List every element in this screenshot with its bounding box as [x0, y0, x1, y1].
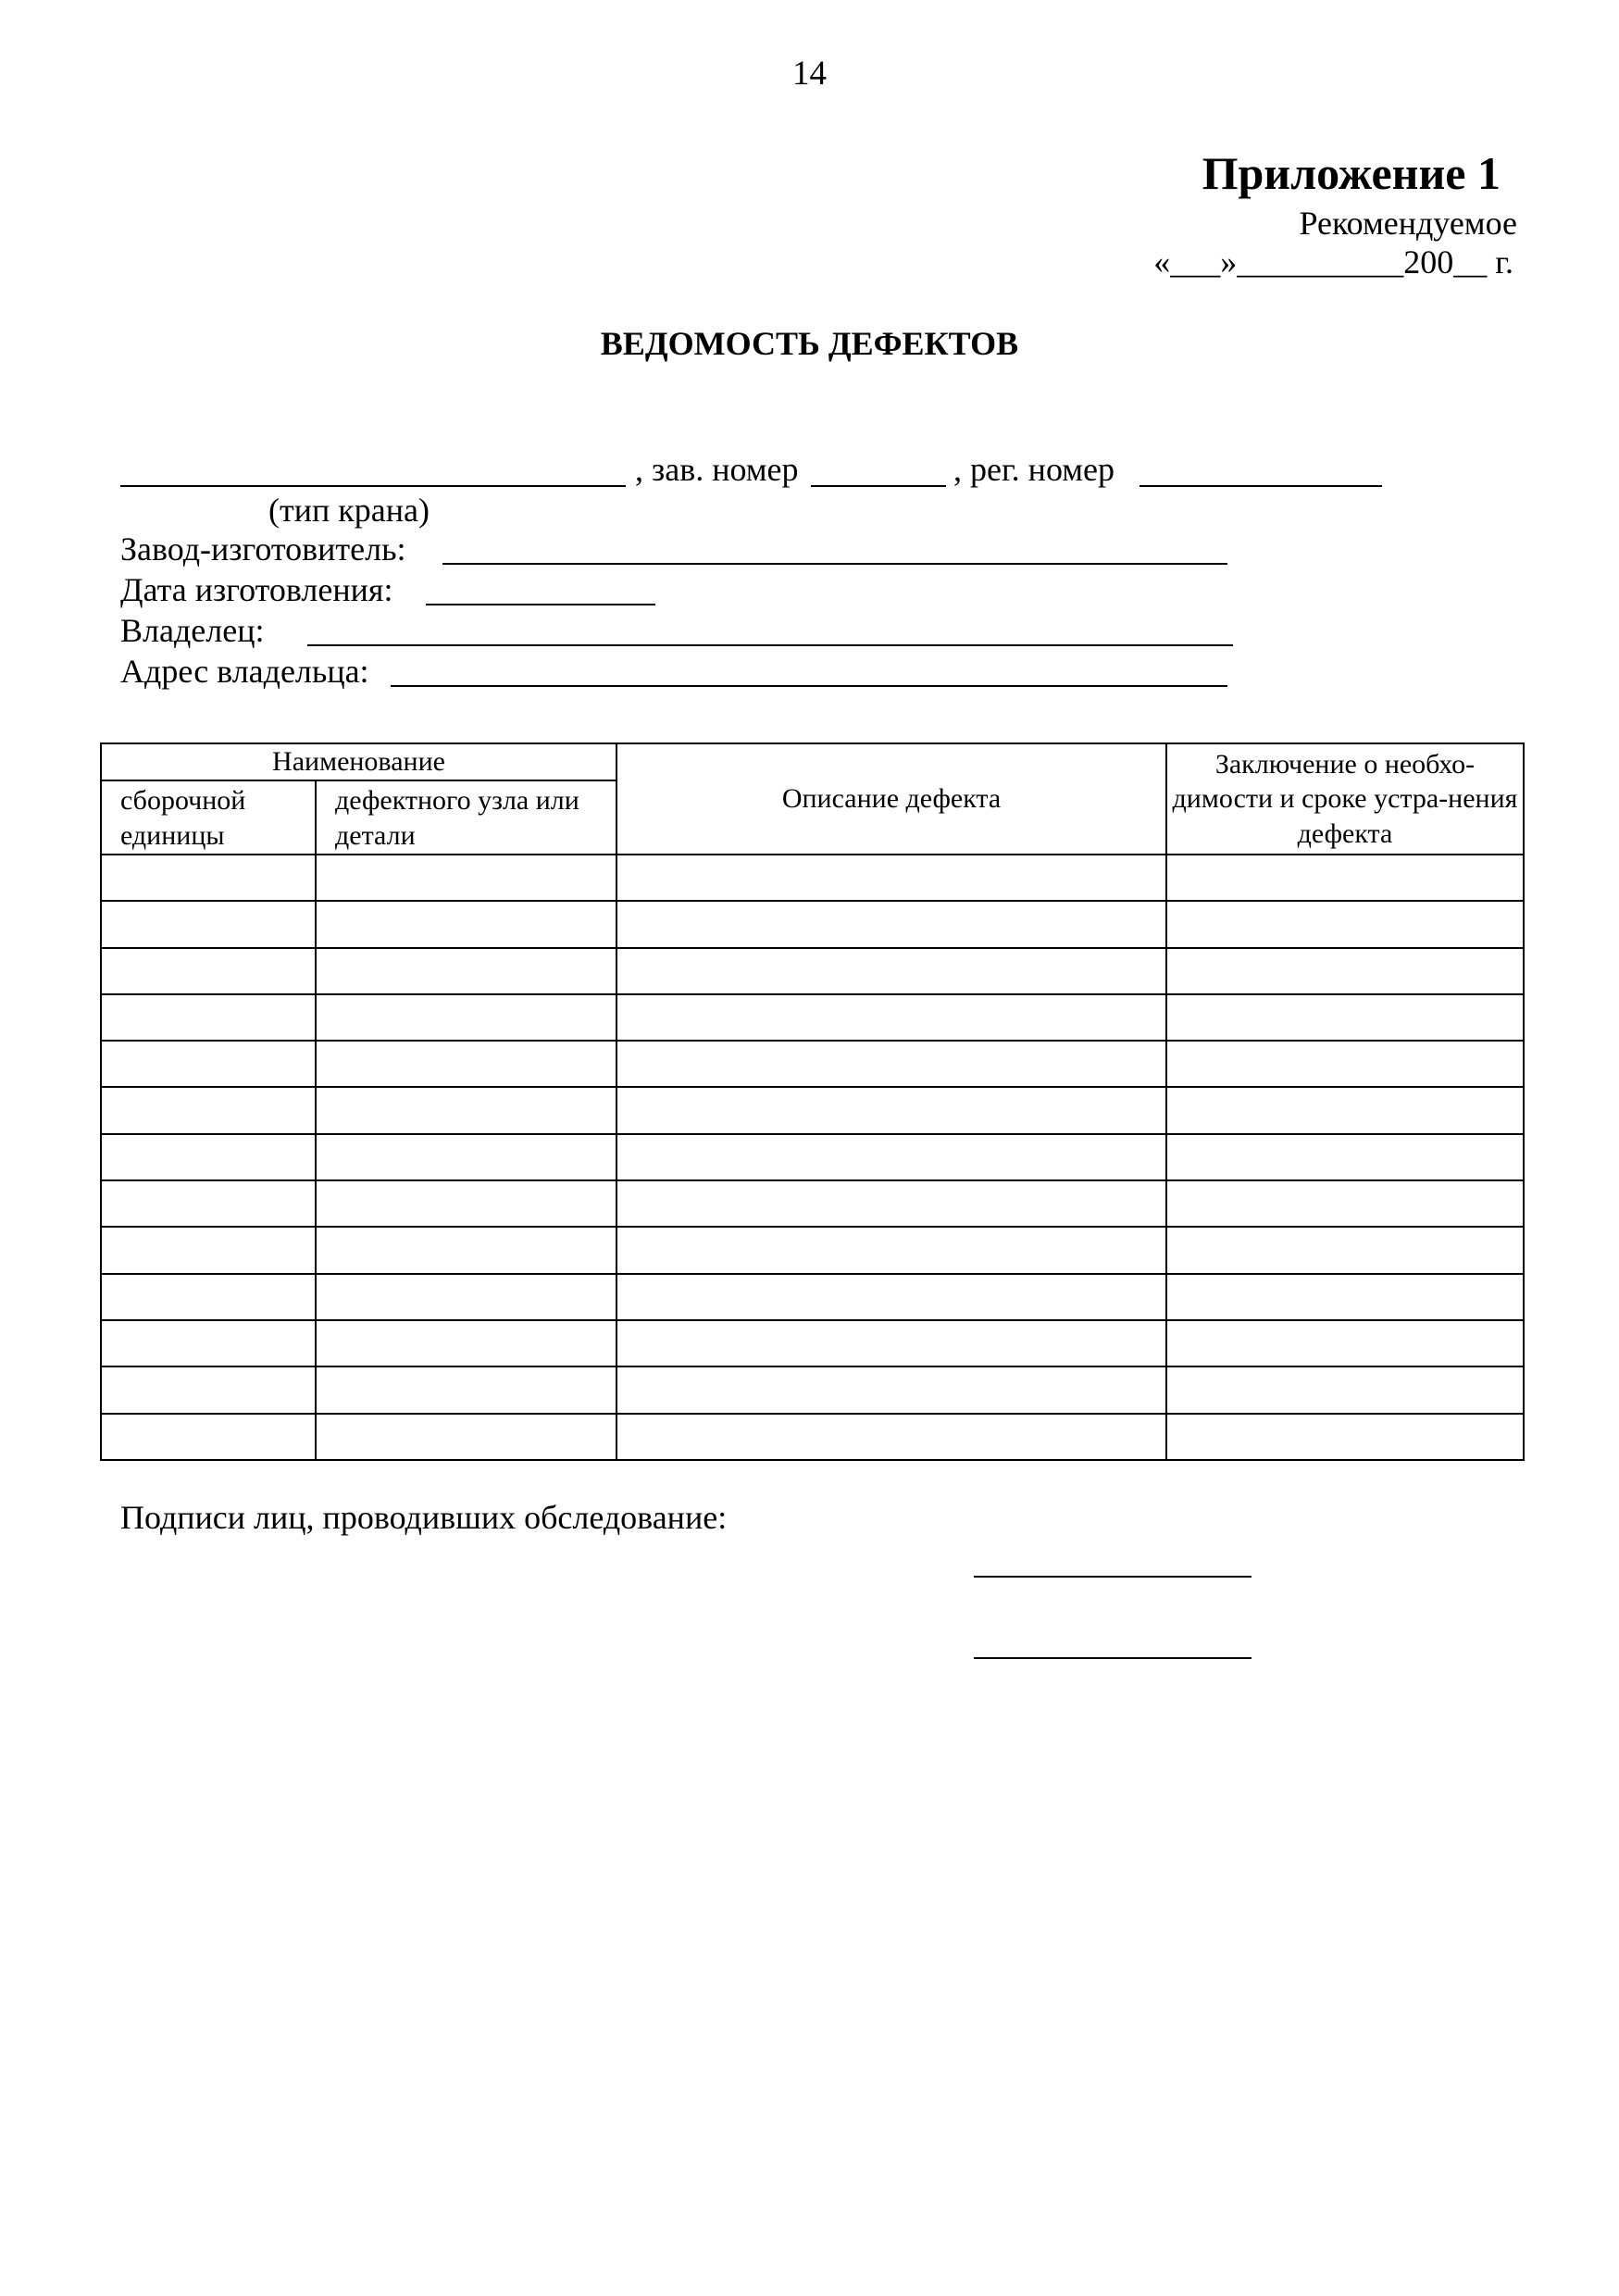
table-cell[interactable] [616, 901, 1166, 947]
table-cell[interactable] [616, 1274, 1166, 1320]
signature-line-1[interactable] [974, 1576, 1252, 1578]
table-cell[interactable] [1166, 1180, 1524, 1227]
table-cell[interactable] [616, 1227, 1166, 1273]
table-cell[interactable] [1166, 1087, 1524, 1133]
table-cell[interactable] [616, 948, 1166, 994]
header-assembly-unit: сборочной единицы [101, 780, 316, 855]
table-cell[interactable] [101, 1227, 316, 1273]
table-cell[interactable] [1166, 901, 1524, 947]
table-row [101, 1366, 1524, 1413]
owner-address-field[interactable] [391, 685, 1227, 687]
reg-number-label: , рег. номер [953, 451, 1115, 488]
header-conclusion: Заключение о необхо-димости и сроке устра-нения дефекта [1166, 743, 1524, 855]
crane-type-field[interactable] [120, 485, 626, 487]
signature-line-2[interactable] [974, 1657, 1252, 1659]
table-cell[interactable] [101, 901, 316, 947]
owner-field[interactable] [307, 644, 1233, 646]
manufacture-date-field[interactable] [426, 604, 655, 605]
table-cell[interactable] [316, 1041, 616, 1087]
table-cell[interactable] [316, 1087, 616, 1133]
table-cell[interactable] [316, 1274, 616, 1320]
table-cell[interactable] [1166, 994, 1524, 1041]
table-row [101, 1274, 1524, 1320]
document-title: ВЕДОМОСТЬ ДЕФЕКТОВ [600, 325, 1019, 362]
manufacture-date-label: Дата изготовления: [120, 571, 393, 608]
table-row [101, 1227, 1524, 1273]
table-cell[interactable] [1166, 1041, 1524, 1087]
table-cell[interactable] [316, 1414, 616, 1460]
table-cell[interactable] [316, 1320, 616, 1366]
table-cell[interactable] [1166, 1320, 1524, 1366]
table-cell[interactable] [616, 1320, 1166, 1366]
table-cell[interactable] [101, 1134, 316, 1180]
table-row [101, 1041, 1524, 1087]
owner-label: Владелец: [120, 612, 265, 649]
table-row [101, 948, 1524, 994]
table-cell[interactable] [616, 1366, 1166, 1413]
table-cell[interactable] [101, 1274, 316, 1320]
table-row [101, 1134, 1524, 1180]
table-cell[interactable] [101, 1414, 316, 1460]
appendix-title: Приложение 1 [1202, 147, 1501, 199]
crane-type-caption: (тип крана) [268, 492, 430, 529]
table-cell[interactable] [1166, 1366, 1524, 1413]
serial-number-label: , зав. номер [635, 451, 799, 488]
reg-number-field[interactable] [1140, 485, 1382, 487]
signatures-label: Подписи лиц, проводивших обследование: [120, 1499, 728, 1536]
table-cell[interactable] [316, 1366, 616, 1413]
table-cell[interactable] [1166, 855, 1524, 901]
table-cell[interactable] [101, 1087, 316, 1133]
table-cell[interactable] [1166, 1414, 1524, 1460]
table-cell[interactable] [316, 901, 616, 947]
table-row [101, 1414, 1524, 1460]
table-cell[interactable] [1166, 1134, 1524, 1180]
table-cell[interactable] [101, 1180, 316, 1227]
table-header-row [101, 743, 1524, 780]
table-cell[interactable] [316, 948, 616, 994]
recommended-label: Рекомендуемое [1299, 205, 1517, 242]
owner-address-label: Адрес владельца: [120, 653, 369, 690]
table-cell[interactable] [1166, 1227, 1524, 1273]
table-cell[interactable] [1166, 1274, 1524, 1320]
table-row [101, 855, 1524, 901]
header-defective-part: дефектного узла или детали [316, 780, 616, 855]
table-cell[interactable] [101, 1041, 316, 1087]
table-row [101, 1320, 1524, 1366]
table-cell[interactable] [101, 855, 316, 901]
manufacturer-label: Завод-изготовитель: [120, 530, 406, 568]
table-cell[interactable] [316, 994, 616, 1041]
date-template: «___»__________200__ г. [1153, 243, 1513, 281]
table-cell[interactable] [1166, 948, 1524, 994]
table-row [101, 994, 1524, 1041]
table-cell[interactable] [616, 1041, 1166, 1087]
table-cell[interactable] [101, 1366, 316, 1413]
table-row [101, 901, 1524, 947]
defects-table [100, 742, 1525, 1461]
table-cell[interactable] [616, 994, 1166, 1041]
table-row [101, 1087, 1524, 1133]
manufacturer-field[interactable] [442, 563, 1227, 565]
table-row [101, 1180, 1524, 1227]
page-number: 14 [792, 55, 827, 93]
table-cell[interactable] [616, 1087, 1166, 1133]
table-cell[interactable] [316, 855, 616, 901]
table-cell[interactable] [101, 994, 316, 1041]
table-cell[interactable] [616, 1414, 1166, 1460]
table-cell[interactable] [101, 1320, 316, 1366]
table-cell[interactable] [316, 1134, 616, 1180]
table-cell[interactable] [316, 1180, 616, 1227]
header-group-name: Наименование [101, 743, 616, 780]
serial-number-field[interactable] [811, 485, 946, 487]
table-cell[interactable] [616, 1134, 1166, 1180]
table-cell[interactable] [101, 948, 316, 994]
table-cell[interactable] [616, 855, 1166, 901]
header-defect-description: Описание дефекта [616, 743, 1166, 855]
table-cell[interactable] [616, 1180, 1166, 1227]
table-cell[interactable] [316, 1227, 616, 1273]
